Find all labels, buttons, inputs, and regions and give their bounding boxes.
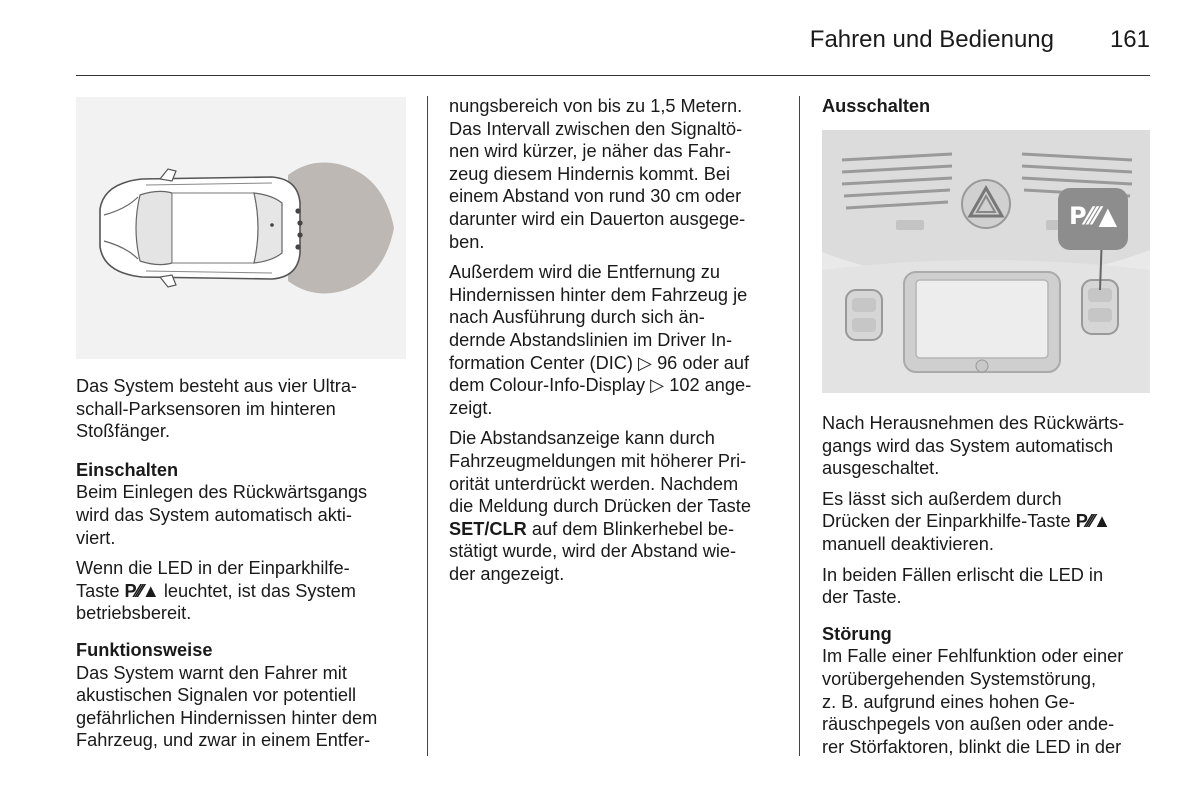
ausschalten-paragraph-3 bbox=[822, 564, 1157, 609]
ausschalten-paragraph-2 bbox=[822, 488, 1157, 556]
text-line: viert. bbox=[76, 527, 116, 548]
text-line: nen wird kürzer, je näher das Fahr- bbox=[449, 141, 732, 162]
column-divider bbox=[799, 96, 800, 756]
car-sensor-figure bbox=[76, 97, 406, 359]
text-line: nungsbereich von bis zu 1,5 Metern. bbox=[449, 96, 743, 116]
dashboard-figure bbox=[822, 130, 1150, 393]
suppression-paragraph bbox=[449, 427, 789, 585]
text-line: Fahrzeugmeldungen mit höherer Pri- bbox=[449, 450, 747, 471]
text-line: stätigt wurde, wird der Abstand wie- bbox=[449, 541, 737, 562]
text-line: wird das System automatisch akti- bbox=[76, 504, 352, 525]
text-line: vorübergehenden Systemstörung, bbox=[822, 668, 1096, 689]
column-3-text bbox=[822, 412, 1157, 766]
text-line: darunter wird ein Dauerton ausgege- bbox=[449, 208, 746, 229]
page-number: 161 bbox=[1109, 26, 1150, 53]
text-line: Die Abstandsanzeige kann durch bbox=[449, 428, 715, 449]
text-line: rer Störfaktoren, blinkt die LED in der bbox=[822, 736, 1122, 757]
text-line: zeug diesem Hindernis kommt. Bei bbox=[449, 163, 731, 184]
text-line: schall-Parksensoren im hinteren bbox=[76, 398, 336, 419]
text-line: In beiden Fällen erlischt die LED in bbox=[822, 564, 1104, 585]
text-line: Das Intervall zwischen den Signaltö- bbox=[449, 118, 743, 139]
ausschalten-heading: Ausschalten bbox=[822, 96, 931, 116]
text-line: Im Falle einer Fehlfunktion oder einer bbox=[822, 646, 1124, 667]
text-line: formation Center (DIC) bbox=[449, 352, 638, 373]
parking-assist-symbol-icon: P⁄⁄⁄▲ bbox=[1075, 511, 1110, 532]
text-line: Nach Herausnehmen des Rückwärts- bbox=[822, 413, 1125, 433]
text-line: gangs wird das System automatisch bbox=[822, 435, 1114, 456]
text-line: nach Ausführung durch sich än- bbox=[449, 307, 705, 328]
page-link-102[interactable]: 102 bbox=[669, 375, 700, 396]
header-rule bbox=[76, 75, 1150, 76]
column-1 bbox=[76, 375, 411, 760]
display-paragraph bbox=[449, 261, 789, 419]
text-line: der Taste. bbox=[822, 587, 902, 608]
text-line: dem Colour-Info-Display bbox=[449, 375, 651, 396]
page-reference-arrow-icon: ▷ bbox=[650, 375, 665, 396]
text-line: akustischen Signalen vor potentiell bbox=[76, 685, 357, 706]
text-line: dernde Abstandslinien im Driver In- bbox=[449, 329, 733, 350]
stoerung-paragraph bbox=[822, 645, 1157, 758]
column-3 bbox=[822, 95, 1157, 118]
parking-assist-symbol-icon: P⁄⁄⁄▲ bbox=[124, 580, 159, 601]
text-line: manuell deaktivieren. bbox=[822, 533, 994, 554]
einschalten-heading: Einschalten bbox=[76, 459, 179, 480]
text-line: ausgeschaltet. bbox=[822, 458, 940, 479]
column-divider bbox=[427, 96, 428, 756]
text-line: Beim Einlegen des Rückwärtsgangs bbox=[76, 482, 368, 503]
einschalten-paragraph-2 bbox=[76, 557, 411, 625]
page-reference-arrow-icon: ▷ bbox=[638, 352, 652, 373]
distance-paragraph bbox=[449, 95, 789, 253]
text-line: leuchtet, ist das System bbox=[158, 580, 356, 601]
funktionsweise-heading: Funktionsweise bbox=[76, 639, 213, 660]
text-line: orität unterdrückt werden. Nachdem bbox=[449, 473, 739, 494]
text-line: Es lässt sich außerdem durch bbox=[822, 488, 1062, 509]
text-line: Drücken der Einparkhilfe-Taste bbox=[822, 511, 1076, 532]
column-2 bbox=[449, 95, 789, 593]
text-line: Das System besteht aus vier Ultra- bbox=[76, 376, 357, 396]
text-line: Taste bbox=[76, 580, 125, 601]
text-line: auf dem Blinkerhebel be- bbox=[526, 518, 735, 539]
set-clr-key-label: SET/CLR bbox=[449, 518, 527, 539]
text-line: Wenn die LED in der Einparkhilfe- bbox=[76, 558, 350, 579]
text-line: ben. bbox=[449, 231, 485, 252]
text-line: Stoßfänger. bbox=[76, 421, 171, 442]
text-line: Außerdem wird die Entfernung zu bbox=[449, 262, 720, 283]
text-line: Das System warnt den Fahrer mit bbox=[76, 662, 347, 683]
text-line: oder auf bbox=[677, 352, 750, 373]
page-link-96[interactable]: 96 bbox=[657, 352, 678, 373]
text-line: die Meldung durch Drücken der Taste bbox=[449, 496, 751, 517]
text-line: einem Abstand von rund 30 cm oder bbox=[449, 186, 742, 207]
parking-assist-button-icon: P⁄⁄⁄▲ bbox=[1068, 202, 1118, 230]
stoerung-heading: Störung bbox=[822, 623, 892, 644]
ausschalten-paragraph-1 bbox=[822, 412, 1157, 480]
text-line: betriebsbereit. bbox=[76, 603, 192, 624]
text-line: zeigt. bbox=[449, 397, 493, 418]
funktionsweise-paragraph bbox=[76, 662, 411, 752]
intro-paragraph bbox=[76, 375, 411, 443]
text-line: Hindernissen hinter dem Fahrzeug je bbox=[449, 284, 748, 305]
text-line: der angezeigt. bbox=[449, 563, 565, 584]
page-header-title: Fahren und Bedienung bbox=[809, 26, 1054, 53]
text-line: räuschpegels von außen oder ande- bbox=[822, 714, 1115, 735]
einschalten-paragraph-1 bbox=[76, 481, 411, 549]
text-line: z. B. aufgrund eines hohen Ge- bbox=[822, 691, 1075, 712]
text-line: Fahrzeug, und zwar in einem Entfer- bbox=[76, 730, 371, 751]
text-line: ange- bbox=[699, 375, 752, 396]
text-line: gefährlichen Hindernissen hinter dem bbox=[76, 707, 378, 728]
